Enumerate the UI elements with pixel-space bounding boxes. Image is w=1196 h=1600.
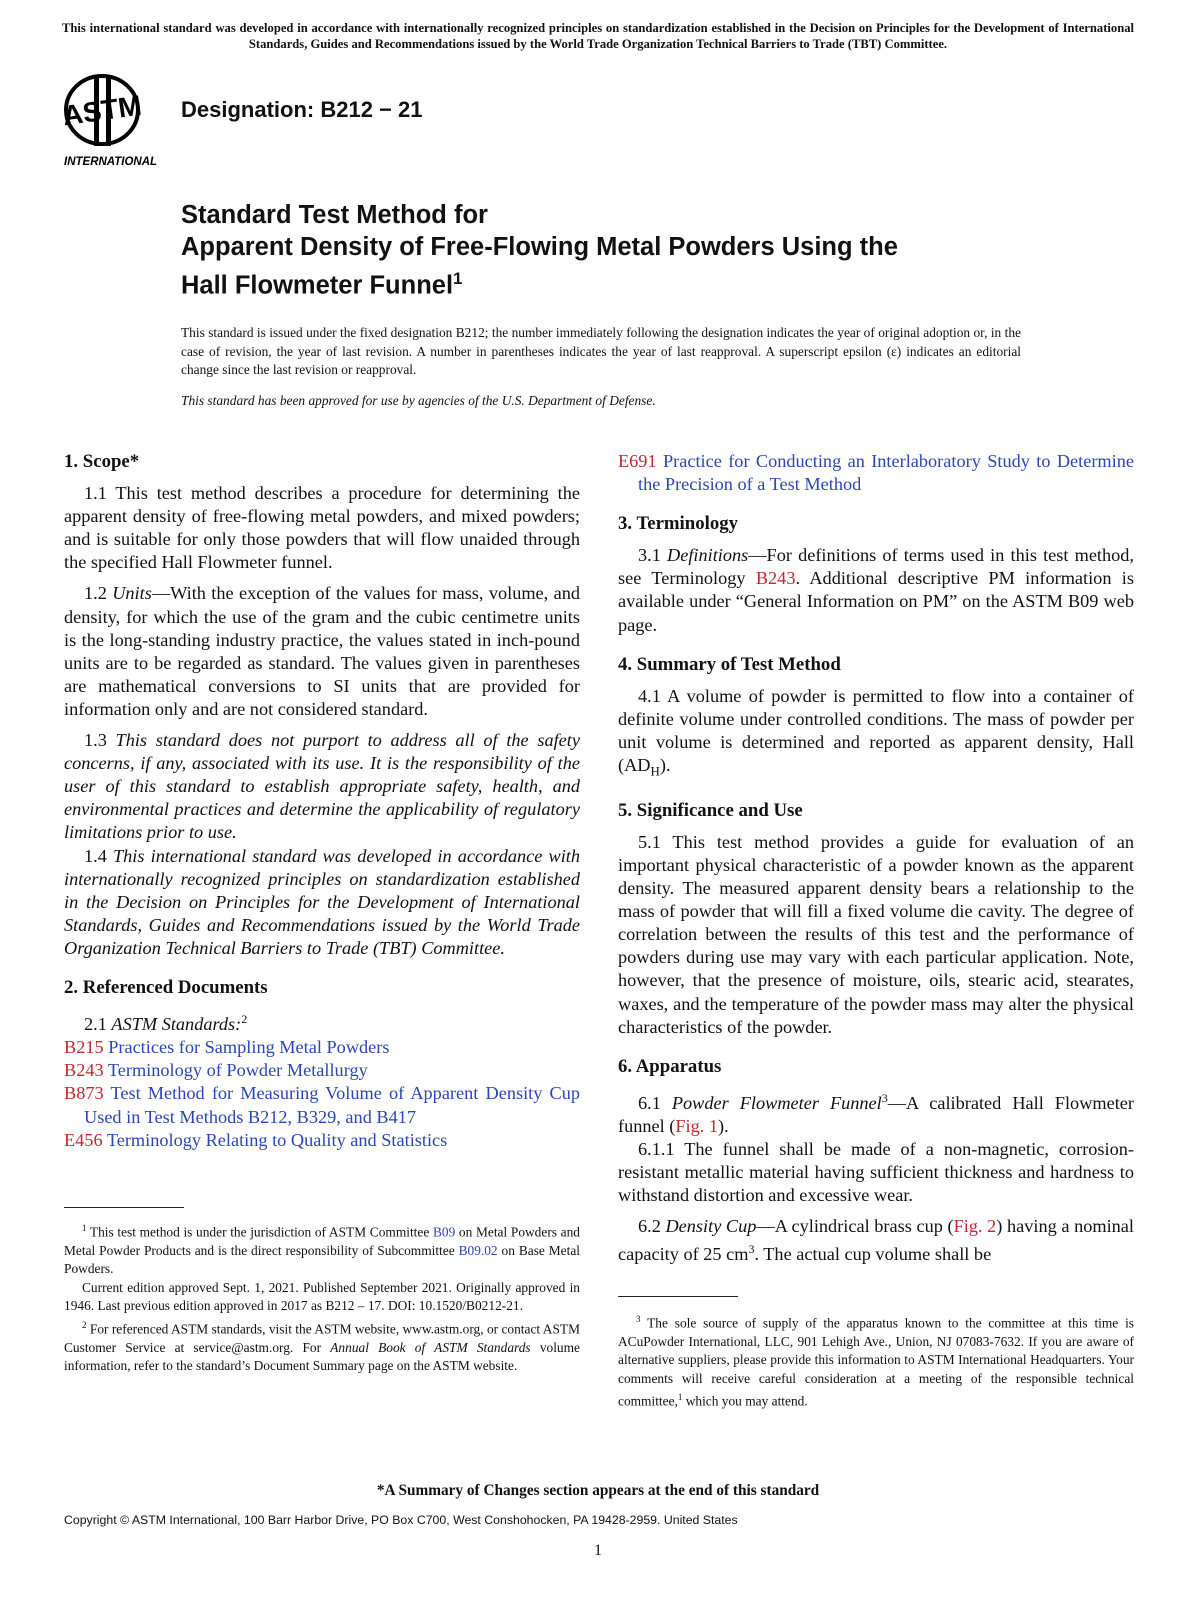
- footnote-1: $^1$ This test method is under the jurisdiction of ASTM Committee B09 on Metal Powders and Metal Powder Products and is the direct responsibility of Subcommittee B09.02 on Base Metal Powders.: [64, 1223, 580, 1277]
- footnote-2: $^2$ For referenced ASTM standards, visit the ASTM website, www.astm.org, or contact ASTM Customer Service at service@astm.org. For Annual Book of ASTM Standards volume information, refer to the standard’s Document Summary page on the ASTM website.: [64, 1319, 580, 1374]
- title-line-1: Standard Test Method for: [181, 201, 488, 229]
- ref-b873[interactable]: B873 Test Method for Measuring Volume of Apparent Density Cup Used in Test Methods B212, B329, and B417: [64, 1083, 580, 1127]
- wto-notice: This international standard was developed in accordance with internationally recognized principles on standardization established in the Decision on Principles for the Development of International Standards, Guides and Recommendations issued by the World Trade Organization Technical Barriers to Trade (TBT) Committee.: [62, 21, 1134, 51]
- link-fig-2[interactable]: Fig. 2: [953, 1216, 997, 1237]
- dod-statement: This standard has been approved for use by agencies of the U.S. Department of Defense.: [181, 392, 656, 408]
- para-1-4: 1.4 This international standard was developed in accordance with internationally recognized principles on standardization established in the Decision on Principles for the Development of International Standards, Guides and Recommendations issued by the World Trade Organization Technical Barriers to Trade (TBT) Committee.: [64, 845, 581, 958]
- designation: Designation: B212 − 21: [181, 97, 423, 122]
- para-5-1: 5.1 This test method provides a guide for evaluation of an important physical characteristic of a powder known as the apparent density. The measured apparent density bears a relationship to the mass of powder that will fill a fixed volume die cavity. The degree of correlation between the results of this test and the performance of powders during use may vary with each particular application. Note, however, that the presence of moisture, oils, stearic acid, stearates, waxes, and the temperature of the powder mass may alter the physical characteristics of the powder.: [618, 831, 1134, 1037]
- footnote-3: $^3$ The sole source of supply of the apparatus known to the committee at this time is ACuPowder International, LLC, 901 Lehigh Ave., Union, NJ 07083-7632. If you are aware of alternative suppliers, please provide this information to ASTM International Headquarters. Your comments will receive careful consideration at a meeting of the responsible technical committee,$^1$ which you may attend.: [618, 1314, 1134, 1409]
- para-4-1: 4.1 A volume of powder is permitted to flow into a container of definite volume under controlled conditions. The mass of powder per unit volume is determined and reported as apparent density, Hall $(AD_H)$.: [618, 685, 1134, 779]
- footnotes-right: [618, 1310, 1134, 1411]
- link-b09-02[interactable]: B09.02: [458, 1242, 498, 1258]
- section-4-heading: 4. Summary of Test Method: [618, 653, 841, 675]
- section-3-heading: 3. Terminology: [618, 513, 739, 535]
- link-b243[interactable]: B243: [755, 568, 796, 589]
- copyright: Copyright © ASTM International, 100 Barr Harbor Drive, PO Box C700, West Conshohocken, PA 19428-2959. United States: [64, 1513, 738, 1527]
- section-6-heading: 6. Apparatus: [618, 1055, 722, 1077]
- footnote-rule-left: [64, 1207, 184, 1208]
- section-2-heading: 2. Referenced Documents: [64, 976, 268, 998]
- para-6-1: 6.1 Powder Flowmeter Funnel$^3$—A calibrated Hall Flowmeter funnel (Fig. 1).: [618, 1090, 1135, 1136]
- section-1-heading: 1. Scope*: [64, 451, 140, 472]
- link-fig-1[interactable]: Fig. 1: [675, 1116, 719, 1136]
- title-line-2: Apparent Density of Free-Flowing Metal Powders Using the: [181, 233, 898, 261]
- title-line-3: Hall Flowmeter Funnel$^1$: [181, 269, 463, 300]
- footnotes-left: [64, 1219, 580, 1376]
- link-b09[interactable]: B09: [432, 1224, 456, 1240]
- ref-e691[interactable]: E691 Practice for Conducting an Interlaboratory Study to Determine the Precision of a Test Method: [618, 451, 1134, 495]
- svg-text:INTERNATIONAL: INTERNATIONAL: [64, 156, 158, 168]
- page-number: 1: [594, 1542, 602, 1559]
- para-6-1-1: 6.1.1 The funnel shall be made of a non-magnetic, corrosion-resistant metallic material having sufficient thickness and hardness to withstand distortion and excessive wear.: [618, 1139, 1134, 1206]
- issuance-text: This standard is issued under the fixed designation B212; the number immediately following the designation indicates the year of original adoption or, in the case of revision, the year of last revision. A number in parentheses indicates the year of last reapproval. A superscript epsilon (ε) indicates an editorial change since the last revision or reapproval.: [181, 325, 1021, 377]
- section-5-heading: 5. Significance and Use: [618, 799, 803, 821]
- svg-text:ASTM: ASTM: [62, 89, 144, 132]
- para-1-3: 1.3 This standard does not purport to address all of the safety concerns, if any, associated with its use. It is the responsibility of the user of this standard to establish appropriate safety, health, and environmental practices and determine the applicability of regulatory limitations prior to use.: [64, 730, 580, 843]
- para-6-2: 6.2 Density Cup—A cylindrical brass cup (Fig. 2) having a nominal capacity of 25 $cm^3$. The actual cup volume shall be: [618, 1216, 1134, 1265]
- footnote-rule-right: [618, 1296, 738, 1297]
- footnote-1-edition: Current edition approved Sept. 1, 2021. Published September 2021. Originally approved in 1946. Last previous edition approved in 2017 as B212 – 17. DOI: 10.1520/B0212-21.: [64, 1279, 580, 1314]
- para-1-1: 1.1 This test method describes a procedure for determining the apparent density of free-flowing metal powders, and mixed powders; and is suitable for only those powders that will flow unaided through the specified Hall Flowmeter funnel.: [64, 483, 580, 573]
- ref-b215[interactable]: B215 Practices for Sampling Metal Powders: [64, 1037, 390, 1058]
- summary-of-changes-note: *A Summary of Changes section appears at the end of this standard: [376, 1482, 820, 1499]
- ref-e456[interactable]: E456 Terminology Relating to Quality and Statistics: [64, 1129, 448, 1150]
- right-column: [618, 450, 1134, 1267]
- astm-logo: [62, 70, 172, 170]
- issuance-statement: [181, 324, 1021, 410]
- para-2-1: 2.1 ASTM Standards:$^2$: [84, 1012, 248, 1035]
- para-3-1: 3.1 Definitions—For definitions of terms used in this test method, see Terminology B243. Additional descriptive PM information is available under “General Information on PM” on the ASTM B09 web page.: [618, 545, 1135, 635]
- ref-b243[interactable]: B243 Terminology of Powder Metallurgy: [64, 1060, 368, 1081]
- document-title: [181, 199, 1081, 302]
- left-column: [64, 450, 580, 1152]
- para-1-2: 1.2 Units—With the exception of the values for mass, volume, and density, for which the use of the gram and the cubic centimetre units is the long-standing industry practice, the values stated in inch-pound units are to be regarded as standard. The values given in parentheses are mathematical conversions to SI units that are provided for information only and are not considered standard.: [64, 583, 580, 719]
- title-footnote-ref: 1: [453, 269, 463, 288]
